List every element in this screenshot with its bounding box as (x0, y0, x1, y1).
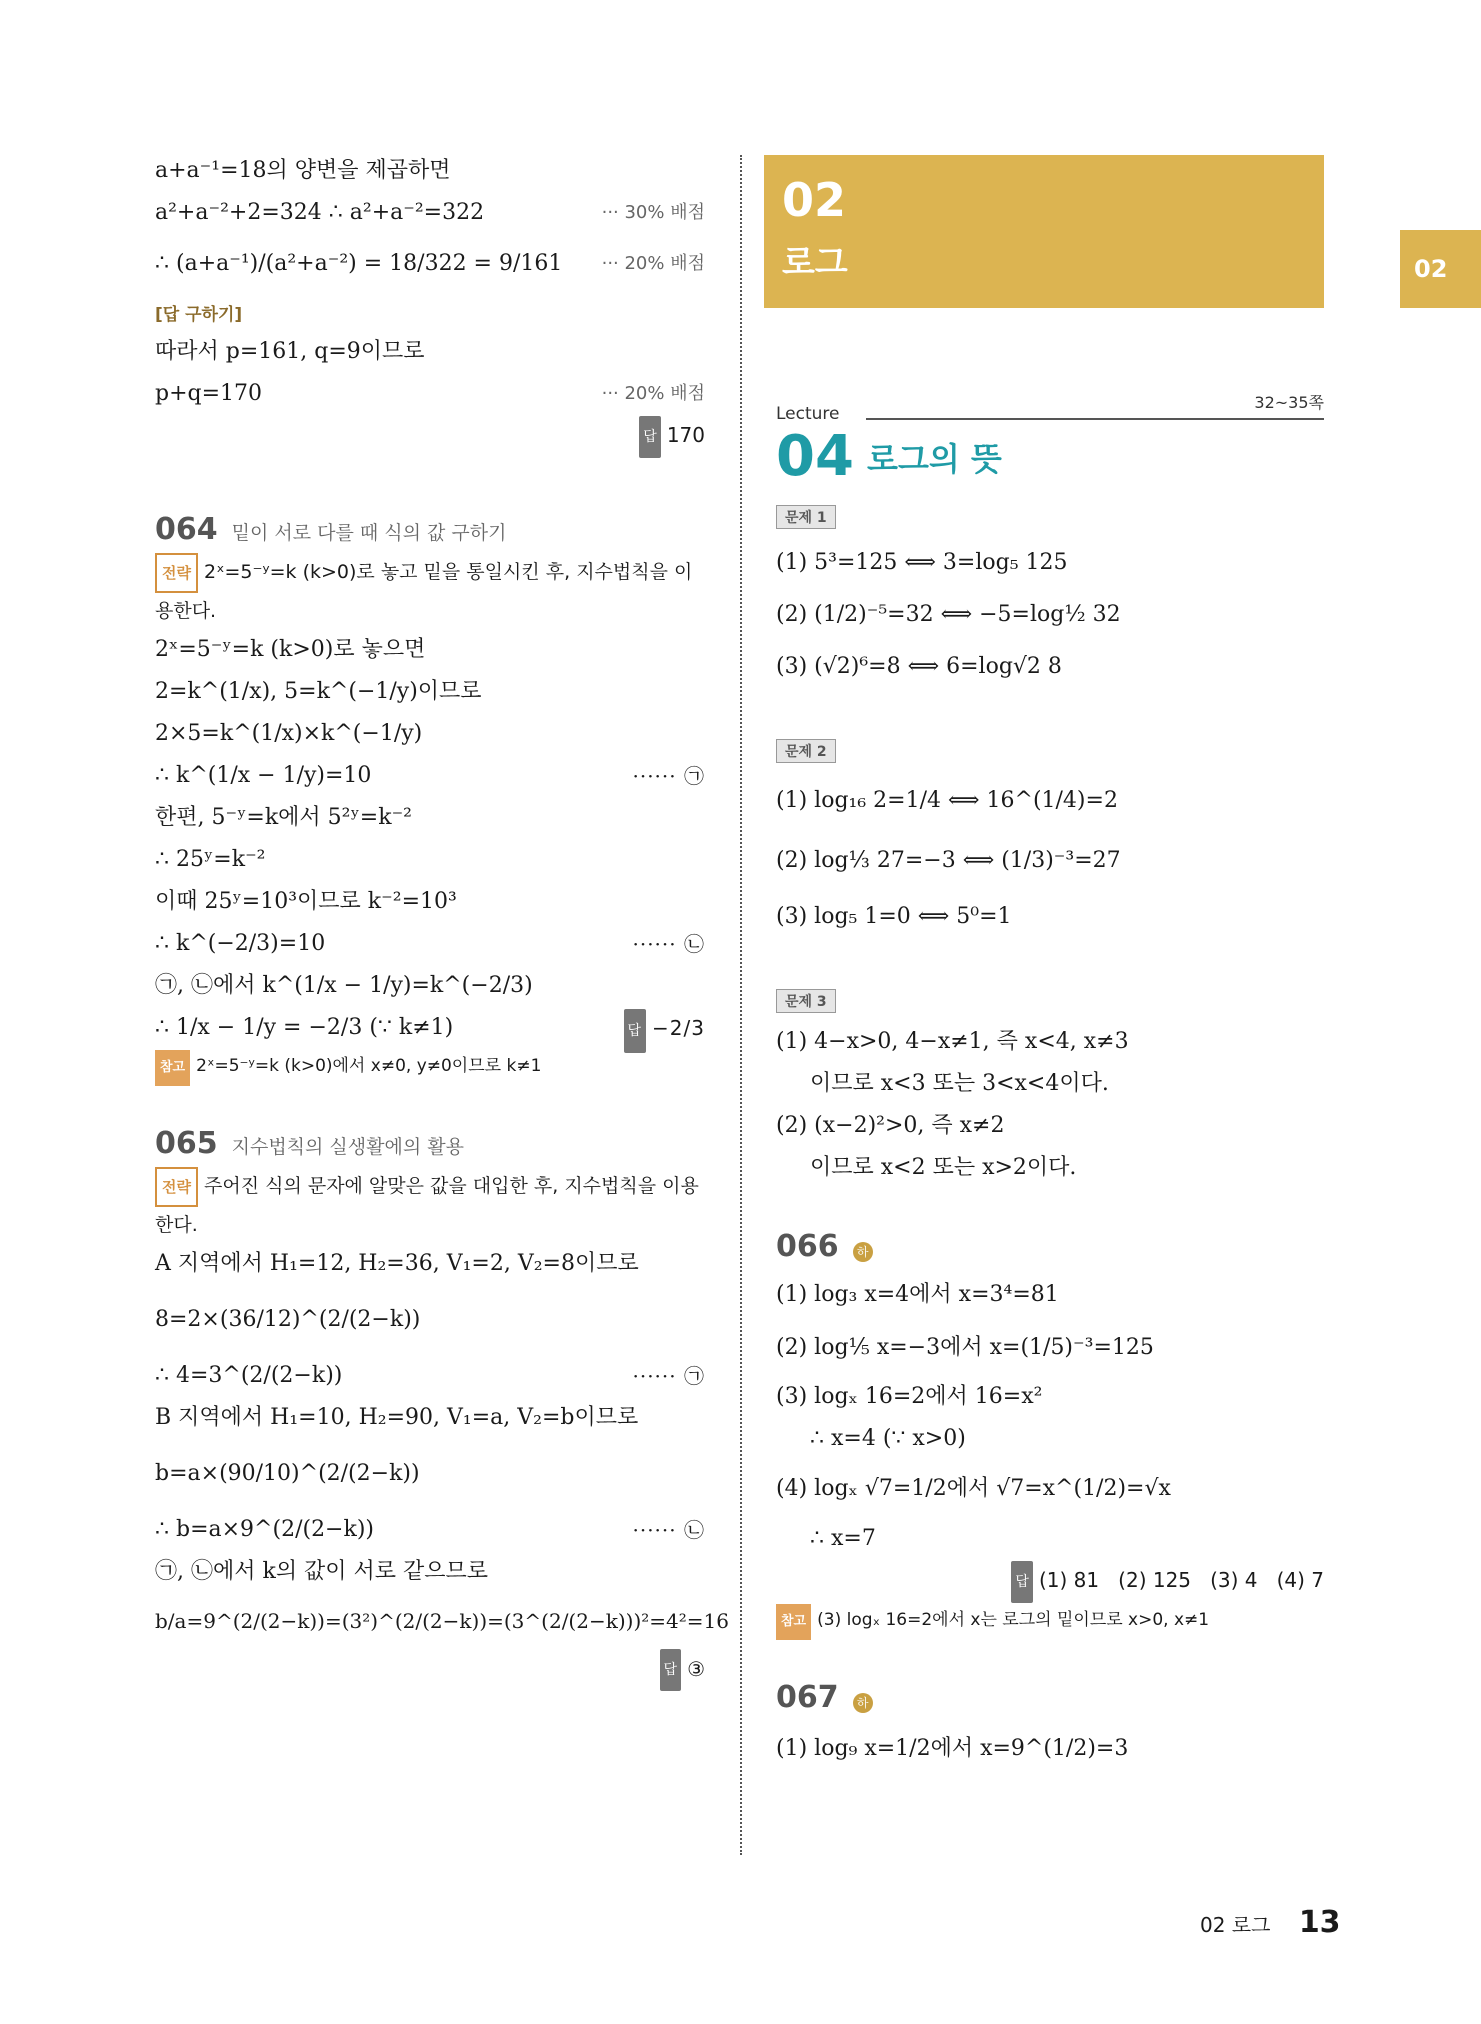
equation: ∴ (a+a⁻¹)/(a²+a⁻²) = 18/322 = 9/161 (155, 251, 563, 276)
text-line: 이므로 x<2 또는 x>2이다. (810, 1155, 1077, 1180)
lecture-section (776, 390, 1324, 1777)
difficulty-badge: 하 (853, 1693, 873, 1713)
left-column (155, 150, 729, 1691)
text-line: A 지역에서 H₁=12, H₂=36, V₁=2, V₂=8이므로 (155, 1250, 639, 1276)
equation-marker: ······ ㉠ (632, 1363, 705, 1388)
page-number: 13 (1298, 1905, 1341, 1940)
strategy (155, 1167, 705, 1243)
text-line (155, 373, 705, 415)
equation: ∴ 4=3^(2/(2−k)) (155, 1362, 343, 1388)
text-line: ㉠, ㉡에서 k의 값이 서로 같으므로 (155, 1558, 489, 1584)
text-line: (2) (x−2)²>0, 즉 x≠2 (776, 1113, 1005, 1138)
text-line: 이므로 x<3 또는 3<x<4이다. (810, 1071, 1109, 1096)
column-divider (740, 155, 742, 1855)
text-line: ∴ 25ʸ=k⁻² (155, 846, 266, 872)
text-line: (2) (1/2)⁻⁵=32 ⟺ −5=log½ 32 (776, 602, 1121, 627)
answer-badge: 답 (660, 1649, 682, 1691)
text-line: a+a⁻¹=18의 양변을 제곱하면 (155, 158, 451, 183)
answer-badge: 답 (624, 1009, 647, 1053)
text-line: (3) (√2)⁶=8 ⟺ 6=log√2 8 (776, 654, 1062, 679)
text-line (155, 755, 705, 797)
score-note: ··· 20% 배점 (601, 253, 705, 274)
answer (155, 415, 705, 458)
difficulty-badge: 하 (853, 1242, 873, 1262)
text-line: b/a=9^(2/(2−k))=(3²)^(2/(2−k))=(3^(2/(2−k)))²=4²=16 (155, 1608, 729, 1633)
answer-badge: 답 (1011, 1561, 1033, 1603)
chapter-title: 로그 (782, 243, 848, 283)
lecture-rule (866, 418, 1324, 420)
note-tag: 참고 (155, 1050, 190, 1086)
text-line: 8=2×(36/12)^(2/(2−k)) (155, 1306, 421, 1332)
problem-number: 066 (776, 1229, 839, 1264)
note (776, 1603, 1324, 1640)
page-footer (1200, 1905, 1341, 1940)
text-line (155, 1509, 705, 1551)
problem-title: 지수법칙의 실생활에의 활용 (231, 1135, 464, 1158)
score-note: ··· 30% 배점 (601, 202, 705, 223)
note-text: 2ˣ=5⁻ʸ=k (k>0)에서 x≠0, y≠0이므로 k≠1 (196, 1055, 542, 1076)
problem-title: 밑이 서로 다를 때 식의 값 구하기 (231, 521, 507, 544)
section-label: [답 구하기] (155, 305, 243, 325)
answer-value: −2/3 (652, 1015, 705, 1040)
note-text: (3) logₓ 16=2에서 x는 로그의 밑이므로 x>0, x≠1 (817, 1609, 1210, 1630)
text-line (155, 923, 705, 965)
problem-header (155, 1126, 705, 1161)
equation-marker: ······ ㉡ (632, 1517, 705, 1542)
answer-badge: 답 (639, 416, 661, 458)
strategy-text: 주어진 식의 문자에 알맞은 값을 대입한 후, 지수법칙을 이용한다. (155, 1174, 699, 1236)
footer-section: 02 로그 (1200, 1913, 1271, 1937)
lecture-number: 04 (776, 424, 854, 489)
text-line: 이때 25ʸ=10³이므로 k⁻²=10³ (155, 888, 457, 914)
equation: ∴ k^(−2/3)=10 (155, 930, 326, 956)
problem-number: 065 (155, 1125, 218, 1161)
text-line: (1) 4−x>0, 4−x≠1, 즉 x<4, x≠3 (776, 1029, 1129, 1054)
equation: a²+a⁻²+2=324 ∴ a²+a⁻²=322 (155, 200, 485, 225)
note (155, 1049, 705, 1086)
problem-header (155, 512, 705, 547)
text-line: 2×5=k^(1/x)×k^(−1/y) (155, 720, 423, 746)
text-line: b=a×(90/10)^(2/(2−k)) (155, 1460, 420, 1486)
problem-tag: 문제 2 (776, 739, 836, 763)
text-line: (2) log⅕ x=−3에서 x=(1/5)⁻³=125 (776, 1335, 1154, 1360)
chapter-side-tab[interactable]: 02 (1400, 230, 1481, 308)
strategy-tag: 전략 (155, 1167, 198, 1207)
answer-value: ③ (687, 1656, 705, 1681)
problem-number: 064 (155, 511, 218, 547)
text-line: (3) logₓ 16=2에서 16=x² (776, 1384, 1043, 1409)
equation-marker: ······ ㉠ (632, 763, 705, 788)
text-line (155, 1007, 705, 1049)
problem-number: 067 (776, 1679, 839, 1715)
strategy-text: 2ˣ=5⁻ʸ=k (k>0)로 놓고 밑을 통일시킨 후, 지수법칙을 이용한다. (155, 560, 693, 622)
answer (155, 1649, 705, 1692)
strategy (155, 553, 705, 629)
text-line: (1) log₁₆ 2=1/4 ⟺ 16^(1/4)=2 (776, 788, 1118, 813)
chapter-banner (764, 155, 1324, 308)
text-line (155, 192, 705, 234)
problem-header (776, 1680, 1324, 1715)
problem-header (776, 1229, 1324, 1264)
text-line: 따라서 p=161, q=9이므로 (155, 339, 425, 364)
equation: ∴ 1/x − 1/y = −2/3 (∵ k≠1) (155, 1014, 454, 1040)
answer-value: 170 (666, 423, 705, 447)
lecture-title: 로그의 뜻 (867, 440, 1002, 478)
text-line: (2) log⅓ 27=−3 ⟺ (1/3)⁻³=27 (776, 848, 1121, 873)
text-line: 2ˣ=5⁻ʸ=k (k>0)로 놓으면 (155, 636, 426, 662)
answer (624, 1007, 705, 1053)
lecture-label: Lecture (776, 404, 840, 424)
text-line: 2=k^(1/x), 5=k^(−1/y)이므로 (155, 678, 482, 704)
text-line: (4) logₓ √7=1/2에서 √7=x^(1/2)=√x (776, 1476, 1171, 1501)
equation: p+q=170 (155, 381, 263, 406)
text-line: (1) log₃ x=4에서 x=3⁴=81 (776, 1282, 1059, 1307)
text-line: ㉠, ㉡에서 k^(1/x − 1/y)=k^(−2/3) (155, 972, 533, 998)
answer (776, 1560, 1324, 1603)
text-line: (1) 5³=125 ⟺ 3=log₅ 125 (776, 550, 1068, 575)
text-line: ∴ x=4 (∵ x>0) (810, 1426, 966, 1451)
score-note: ··· 20% 배점 (601, 383, 705, 404)
note-tag: 참고 (776, 1604, 811, 1640)
text-line: ∴ x=7 (810, 1526, 876, 1551)
text-line (155, 234, 705, 294)
equation: ∴ b=a×9^(2/(2−k)) (155, 1516, 374, 1542)
text-line (155, 1355, 705, 1397)
equation: ∴ k^(1/x − 1/y)=10 (155, 762, 372, 788)
problem-tag: 문제 1 (776, 505, 836, 529)
text-line: (1) log₉ x=1/2에서 x=9^(1/2)=3 (776, 1735, 1129, 1761)
strategy-tag: 전략 (155, 553, 198, 593)
text-line: B 지역에서 H₁=10, H₂=90, V₁=a, V₂=b이므로 (155, 1404, 639, 1430)
text-line: (3) log₅ 1=0 ⟺ 5⁰=1 (776, 904, 1012, 929)
lecture-pages: 32~35쪽 (1254, 393, 1324, 412)
problem-tag: 문제 3 (776, 989, 836, 1013)
chapter-number: 02 (782, 173, 847, 227)
text-line: 한편, 5⁻ʸ=k에서 5²ʸ=k⁻² (155, 804, 413, 830)
answer-value: (1) 81 (2) 125 (3) 4 (4) 7 (1038, 1568, 1324, 1592)
equation-marker: ······ ㉡ (632, 931, 705, 956)
